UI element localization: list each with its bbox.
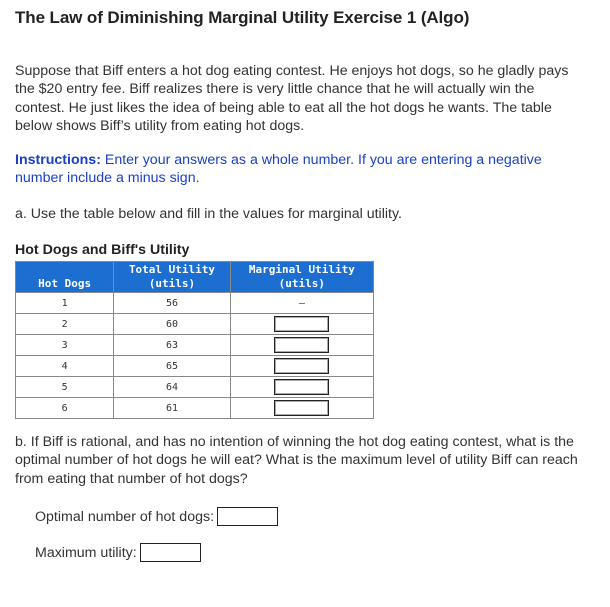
maximum-row <box>35 543 201 562</box>
cell-marginal-utility <box>230 398 373 419</box>
instructions-label: Instructions: <box>15 152 101 168</box>
cell-hot-dogs: 3 <box>16 335 114 356</box>
marginal-utility-input[interactable] <box>274 379 329 395</box>
header-total-utility <box>114 262 230 293</box>
cell-total-utility: 61 <box>114 398 230 419</box>
cell-hot-dogs: 4 <box>16 356 114 377</box>
instructions <box>15 151 585 188</box>
cell-marginal-utility <box>230 335 373 356</box>
marginal-utility-input[interactable] <box>274 337 329 353</box>
marginal-dash: – <box>298 297 305 309</box>
optimal-row <box>35 507 278 526</box>
instructions-text: Enter your answers as a whole number. If you are entering a negative number include a minus sign. <box>15 152 542 187</box>
table-row <box>16 335 374 356</box>
header-total-utility-text: Total Utility (utils) <box>128 263 216 290</box>
table-row <box>16 356 374 377</box>
cell-total-utility: 60 <box>114 314 230 335</box>
table-row <box>16 398 374 419</box>
header-marginal-utility-text: Marginal Utility (utils) <box>248 263 355 290</box>
cell-total-utility: 65 <box>114 356 230 377</box>
cell-marginal-utility <box>230 356 373 377</box>
cell-marginal-utility <box>230 377 373 398</box>
marginal-utility-input[interactable] <box>274 316 329 332</box>
page-title: The Law of Diminishing Marginal Utility Exercise 1 (Algo) <box>15 8 470 27</box>
marginal-utility-input[interactable] <box>274 358 329 374</box>
table-body <box>16 293 374 419</box>
cell-hot-dogs: 5 <box>16 377 114 398</box>
table-row <box>16 377 374 398</box>
part-b-question: b. If Biff is rational, and has no intention of winning the hot dog eating contest, what is the optimal number of hot dogs he will eat? What is the maximum level of utility Biff can reach from eating that number of hot dogs? <box>15 434 578 487</box>
part-a-question: a. Use the table below and fill in the values for marginal utility. <box>15 206 402 222</box>
cell-marginal-utility <box>230 293 373 314</box>
optimal-label: Optimal number of hot dogs: <box>35 508 215 525</box>
cell-total-utility: 56 <box>114 293 230 314</box>
intro-paragraph: Suppose that Biff enters a hot dog eating contest. He enjoys hot dogs, so he gladly pays the $20 entry fee. Biff realizes there is very little chance that he will actually win the contest. He just likes the idea of being able to eat all the hot dogs he wants. The table below shows Biff’s utility from eating hot dogs. <box>15 63 569 134</box>
cell-hot-dogs: 6 <box>16 398 114 419</box>
cell-total-utility: 64 <box>114 377 230 398</box>
cell-marginal-utility <box>230 314 373 335</box>
cell-hot-dogs: 2 <box>16 314 114 335</box>
table-header-row <box>16 262 374 293</box>
header-marginal-utility <box>230 262 373 293</box>
maximum-label: Maximum utility: <box>35 544 137 561</box>
marginal-utility-input[interactable] <box>274 400 329 416</box>
optimal-hot-dogs-input[interactable] <box>217 507 278 526</box>
table-title: Hot Dogs and Biff's Utility <box>15 242 190 258</box>
utility-table <box>15 261 374 419</box>
table-row <box>16 314 374 335</box>
cell-total-utility: 63 <box>114 335 230 356</box>
maximum-utility-input[interactable] <box>140 543 201 562</box>
header-hot-dogs: Hot Dogs <box>16 262 114 293</box>
cell-hot-dogs: 1 <box>16 293 114 314</box>
table-row <box>16 293 374 314</box>
